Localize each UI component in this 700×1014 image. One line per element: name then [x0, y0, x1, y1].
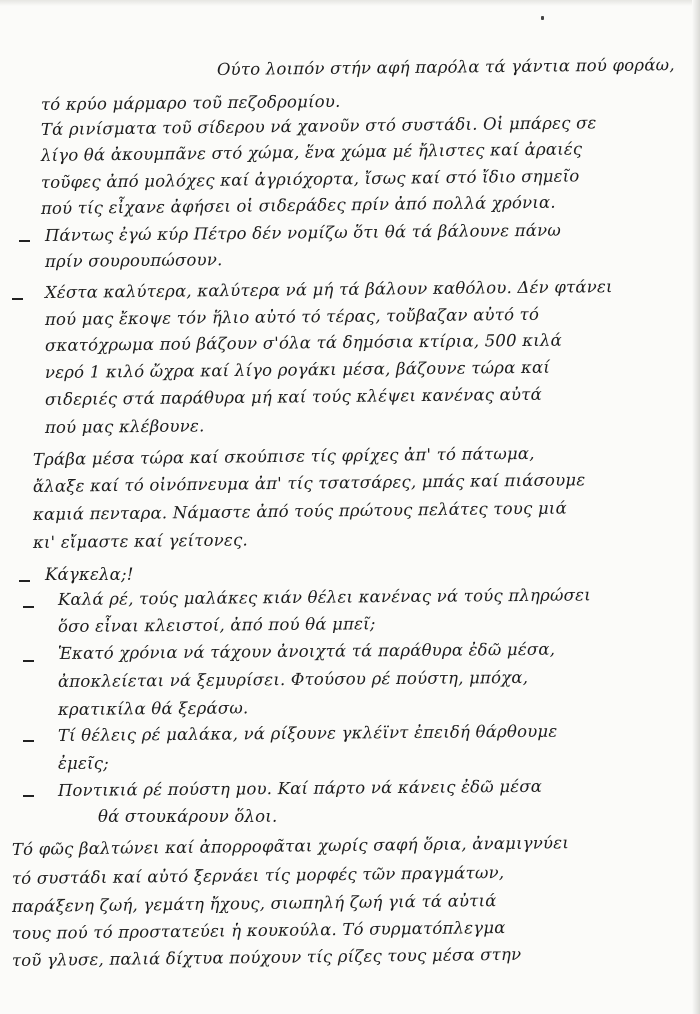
text-line-17: καμιά πενταρα. Νάμαστε ἀπό τούς πρώτους πελάτες τους μιά [32, 498, 567, 524]
ink-speck [541, 16, 544, 20]
dialogue-dash-6 [23, 740, 34, 742]
text-line-5: τοῦφες ἀπό μολόχες καί ἀγριόχορτα, ἴσως καί στό ἴδιο σημεῖο [40, 166, 580, 192]
text-line-29: Τό φῶς βαλτώνει καί ἀπορροφᾶται χωρίς σαφή ὅρια, ἀναμιγνύει [11, 833, 570, 859]
text-line-4: λίγο θά ἀκουμπᾶνε στό χώμα, ἕνα χώμα μέ ἤλιστες καί ἀραιές [40, 139, 583, 165]
text-line-9: Χέστα καλύτερα, καλύτερα νά μή τά βάλουν καθόλου. Δέν φτάνει [44, 277, 613, 302]
text-line-8: πρίν σουρουπώσουν. [44, 250, 223, 271]
text-line-22: Ἑκατό χρόνια νά τάχουν ἀνοιχτά τά παράθυρα ἐδῶ μέσα, [57, 639, 556, 663]
text-line-21: ὅσο εἶναι κλειστοί, ἀπό πού θά μπεῖ; [57, 614, 376, 636]
text-line-12: νερό 1 κιλό ὤχρα καί λίγο ρογάκι μέσα, βάζουνε τώρα καί [44, 357, 551, 382]
scan-top-shadow [0, 0, 700, 6]
text-line-26: ἐμεῖς; [58, 754, 109, 773]
text-line-16: ἄλαξε καί τό οἰνόπνευμα ἀπ' τίς τσατσάρες, μπάς καί πιάσουμε [32, 470, 586, 496]
text-line-20: Καλά ρέ, τούς μαλάκες κιάν θέλει κανένας νά τούς πληρώσει [57, 585, 591, 609]
dialogue-dash-1 [19, 240, 30, 242]
text-line-3: Τά ρινίσματα τοῦ σίδερου νά χανοῦν στό συστάδι. Οἱ μπάρες σε [40, 113, 597, 139]
text-line-31: παράξενη ζωή, γεμάτη ἤχους, σιωπηλή ζωή γιά τά αὐτιά [11, 891, 497, 916]
scan-edge-shadow [692, 0, 700, 1014]
text-line-1: Ούτο λοιπόν στήν αφή παρόλα τά γάντια πού φοράω, [216, 55, 675, 79]
text-line-33: τοῦ γλυσε, παλιά δίχτυα πούχουν τίς ρίζες τους μέσα στην [11, 944, 522, 970]
text-line-28: θά στουκάρουν ὅλοι. [98, 807, 278, 826]
text-line-19: Κάγκελα;! [45, 565, 134, 584]
text-line-14: πού μας κλέβουνε. [44, 416, 205, 437]
text-line-11: σκατόχρωμα πού βάζουν σ'όλα τά δημόσια κτίρια, 500 κιλά [44, 330, 562, 355]
dialogue-dash-5 [23, 660, 34, 662]
text-line-15: Τράβα μέσα τώρα καί σκούπισε τίς φρίχες ἀπ' τό πάτωμα, [32, 443, 535, 469]
text-line-27: Ποντικιά ρέ πούστη μου. Καί πάρτο νά κάνεις ἐδῶ μέσα [57, 776, 543, 800]
text-line-30: τό συστάδι καί αὐτό ξερνάει τίς μορφές τῶν πραγμάτων, [11, 862, 505, 888]
text-line-7: Πάντως ἐγώ κύρ Πέτρο δέν νομίζω ὅτι θά τά βάλουνε πάνω [44, 220, 562, 245]
text-line-18: κι' εἴμαστε καί γείτονες. [32, 530, 249, 552]
dialogue-dash-7 [23, 795, 34, 797]
text-line-10: πού μας ἔκοψε τόν ἥλιο αὐτό τό τέρας, τοὔβαζαν αὐτό τό [44, 304, 540, 329]
text-line-25: Τί θέλεις ρέ μαλάκα, νά ρίξουνε γκλέϊντ ἐπειδή θάρθουμε [57, 721, 558, 745]
dialogue-dash-4 [23, 606, 34, 608]
text-line-13: σιδεριές στά παράθυρα μή καί τούς κλέψει κανένας αὐτά [44, 384, 542, 409]
text-line-24: κρατικίλα θά ξεράσω. [57, 698, 249, 719]
text-line-6: πού τίς εἶχανε ἀφήσει οἱ σιδεράδες πρίν ἀπό πολλά χρόνια. [40, 192, 556, 218]
dialogue-dash-3 [19, 580, 30, 582]
text-line-2: τό κρύο μάρμαρο τοῦ πεζοδρομίου. [40, 91, 341, 114]
dialogue-dash-2 [12, 298, 23, 300]
text-line-23: ἀποκλείεται νά ξεμυρίσει. Φτούσου ρέ πούστη, μπόχα, [57, 667, 529, 691]
text-line-32: τους πού τό προστατεύει ἡ κουκούλα. Τό συρματόπλεγμα [11, 917, 506, 943]
